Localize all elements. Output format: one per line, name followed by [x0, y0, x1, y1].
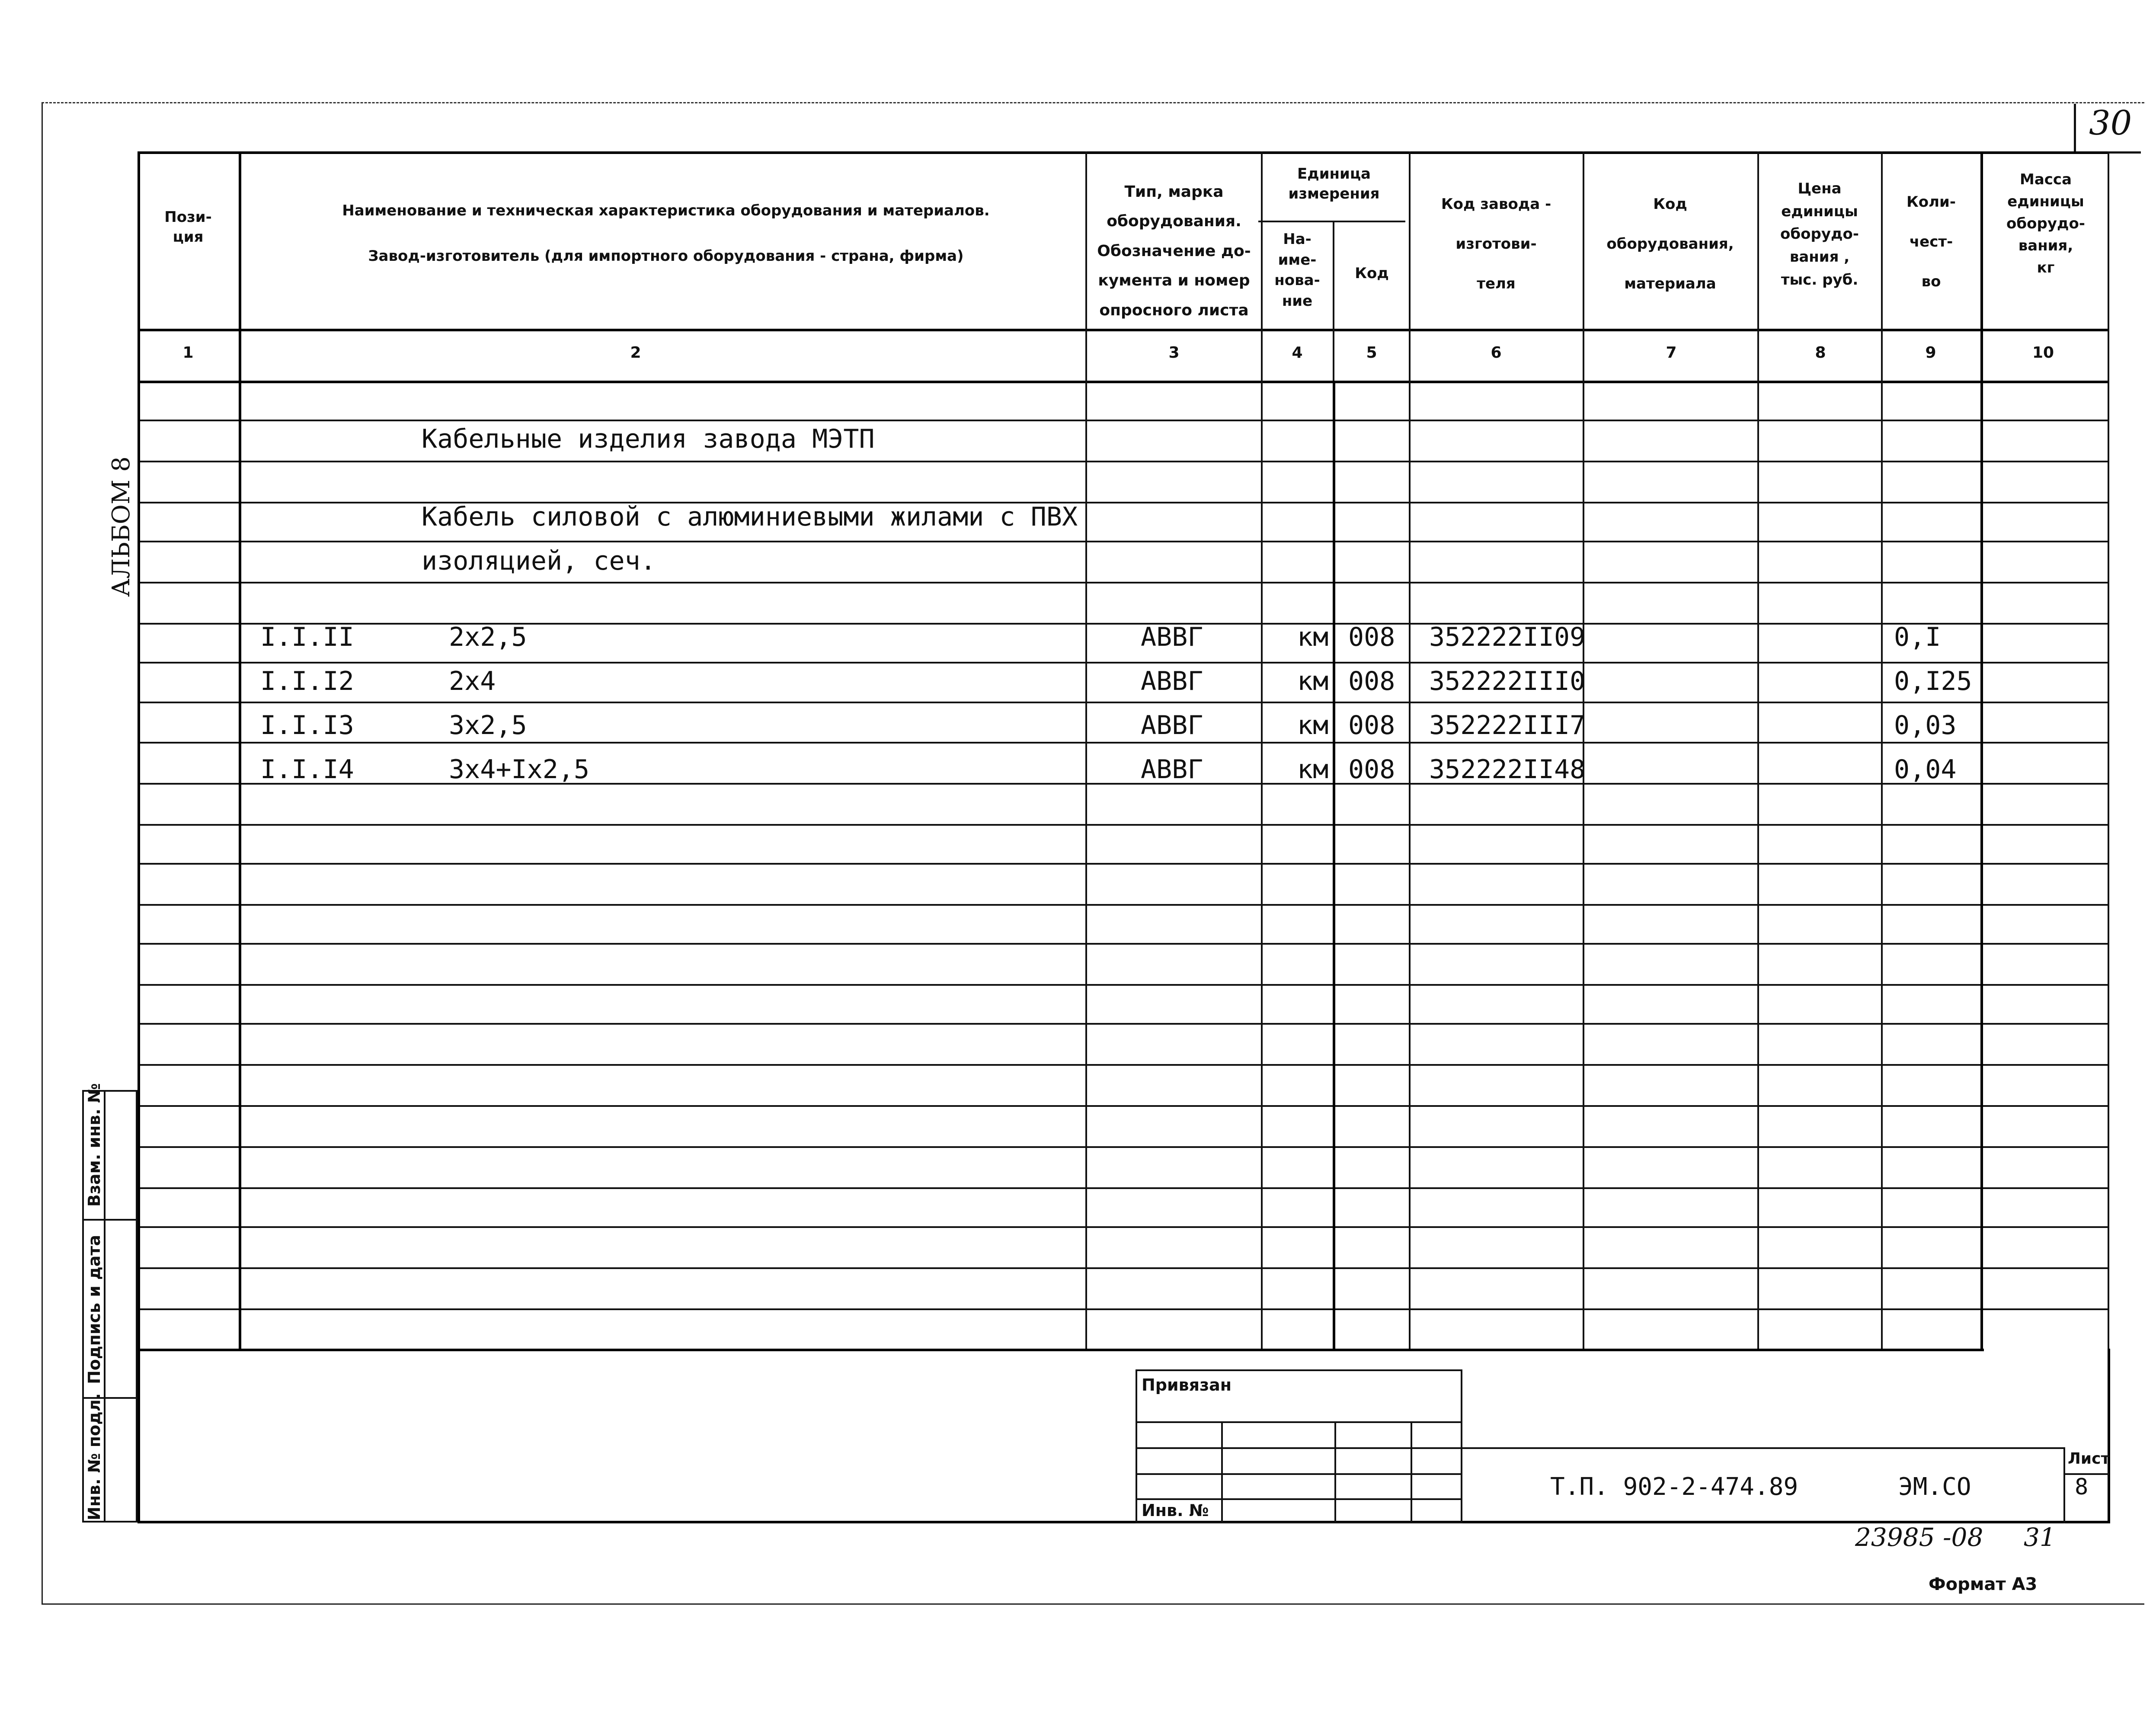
handwritten-page: 31 — [2024, 1523, 2056, 1552]
row-name: 2x2,5 — [449, 622, 527, 652]
subsection-line2: изоляцией, сеч. — [422, 546, 656, 576]
col-number-1: 1 — [182, 344, 194, 362]
document-number: Т.П. 902-2-474.89 — [1550, 1473, 1798, 1501]
row-unit-code: 008 — [1348, 754, 1395, 785]
row-name: 3x2,5 — [449, 710, 527, 740]
row-unit: км — [1297, 710, 1329, 740]
row-unit-code: 008 — [1348, 622, 1395, 652]
col-number-5: 5 — [1366, 344, 1377, 362]
row-unit: км — [1297, 622, 1329, 652]
row-unit-code: 008 — [1348, 666, 1395, 696]
stamp-podpis-data: Подпись и дата — [85, 1234, 104, 1384]
row-position: I.I.I3 — [260, 710, 354, 740]
row-position: I.I.I2 — [260, 666, 354, 696]
row-maker-code: 352222II09 — [1429, 622, 1586, 652]
header-maker-code: Код завода - изготови- теля — [1441, 196, 1551, 292]
row-name: 2x4 — [449, 666, 496, 696]
row-divider — [138, 420, 2108, 421]
header-name-line2: Завод-изготовитель (для импортного оборудования - страна, фирма) — [368, 247, 964, 265]
header-position: Пози- ция — [164, 208, 212, 246]
row-divider — [138, 1023, 2108, 1025]
album-label: АЛЬБОМ 8 — [107, 456, 135, 597]
col-number-6: 6 — [1491, 344, 1502, 362]
header-name-line1: Наименование и техническая характеристика оборудования и материалов. — [342, 202, 990, 219]
sheet-frame — [42, 102, 2144, 1605]
privyazan-label: Привязан — [1142, 1375, 1232, 1394]
row-divider — [138, 662, 2108, 664]
stamp-inv-podl: Инв. № подл. — [85, 1393, 104, 1520]
header-unit: Единица измерения — [1288, 165, 1380, 202]
row-divider — [138, 1226, 2108, 1228]
row-divider — [138, 943, 2108, 945]
row-position: I.I.II — [260, 622, 354, 652]
col-number-4: 4 — [1292, 344, 1303, 362]
row-divider — [138, 1267, 2108, 1269]
header-type: Тип, марка оборудования. Обозначение до- кумента и номер опросного листа — [1097, 183, 1251, 319]
row-quantity: 0,04 — [1894, 754, 1957, 785]
col-number-10: 10 — [2032, 344, 2054, 362]
row-divider — [138, 824, 2108, 826]
row-position: I.I.I4 — [260, 754, 354, 785]
row-quantity: 0,I25 — [1894, 666, 1972, 696]
section-title: Кабельные изделия завода МЭТП — [422, 424, 875, 454]
sheet-number: 8 — [2075, 1474, 2089, 1500]
row-unit-code: 008 — [1348, 710, 1395, 740]
row-divider — [138, 1105, 2108, 1107]
row-divider — [138, 1187, 2108, 1189]
row-type: АВВГ — [1141, 754, 1203, 785]
row-divider — [138, 1146, 2108, 1148]
row-name: 3x4+Ix2,5 — [449, 754, 590, 785]
row-divider — [138, 1064, 2108, 1066]
row-divider — [138, 541, 2108, 542]
subsection-line1: Кабель силовой с алюминиевыми жилами с ПВХ — [422, 502, 1078, 532]
header-price: Цена единицы оборудо- вания , тыс. руб. — [1780, 180, 1859, 289]
row-maker-code: 352222III7 — [1429, 710, 1586, 740]
row-divider — [138, 742, 2108, 744]
row-divider — [138, 702, 2108, 703]
row-type: АВВГ — [1141, 666, 1203, 696]
row-quantity: 0,03 — [1894, 710, 1957, 740]
header-equipment-code: Код оборудования, материала — [1606, 196, 1734, 292]
row-maker-code: 352222II48 — [1429, 754, 1586, 785]
col-number-3: 3 — [1168, 344, 1180, 362]
page-number-box — [2074, 104, 2141, 154]
header-quantity: Коли- чест- во — [1906, 193, 1956, 290]
row-quantity: 0,I — [1894, 622, 1941, 652]
row-type: АВВГ — [1141, 622, 1203, 652]
col-number-8: 8 — [1815, 344, 1826, 362]
header-mass: Масса единицы оборудо- вания, кг — [2006, 171, 2085, 276]
document-code: ЭМ.СО — [1898, 1473, 1971, 1501]
row-unit: км — [1297, 754, 1329, 785]
row-divider — [138, 582, 2108, 583]
col-number-9: 9 — [1925, 344, 1936, 362]
row-divider — [138, 623, 2108, 625]
row-divider — [138, 461, 2108, 462]
header-unit-name: На- име- нова- ние — [1274, 231, 1320, 310]
row-divider — [138, 783, 2108, 785]
row-divider — [138, 1308, 2108, 1310]
page-number: 30 — [2089, 104, 2132, 143]
row-type: АВВГ — [1141, 710, 1203, 740]
row-divider — [138, 984, 2108, 986]
handwritten-number: 23985 -08 — [1855, 1523, 1983, 1552]
col-number-2: 2 — [630, 344, 641, 362]
row-divider — [138, 863, 2108, 865]
format-label: Формат А3 — [1929, 1574, 2038, 1594]
row-unit: км — [1297, 666, 1329, 696]
stamp-vzam-inv: Взам. инв. № — [85, 1083, 104, 1207]
row-divider — [138, 904, 2108, 906]
header-unit-code: Код — [1355, 265, 1389, 282]
row-maker-code: 352222III0 — [1429, 666, 1586, 696]
col-number-7: 7 — [1666, 344, 1677, 362]
inv-number-label: Инв. № — [1142, 1501, 1209, 1520]
sheet-label: Лист — [2068, 1450, 2110, 1468]
